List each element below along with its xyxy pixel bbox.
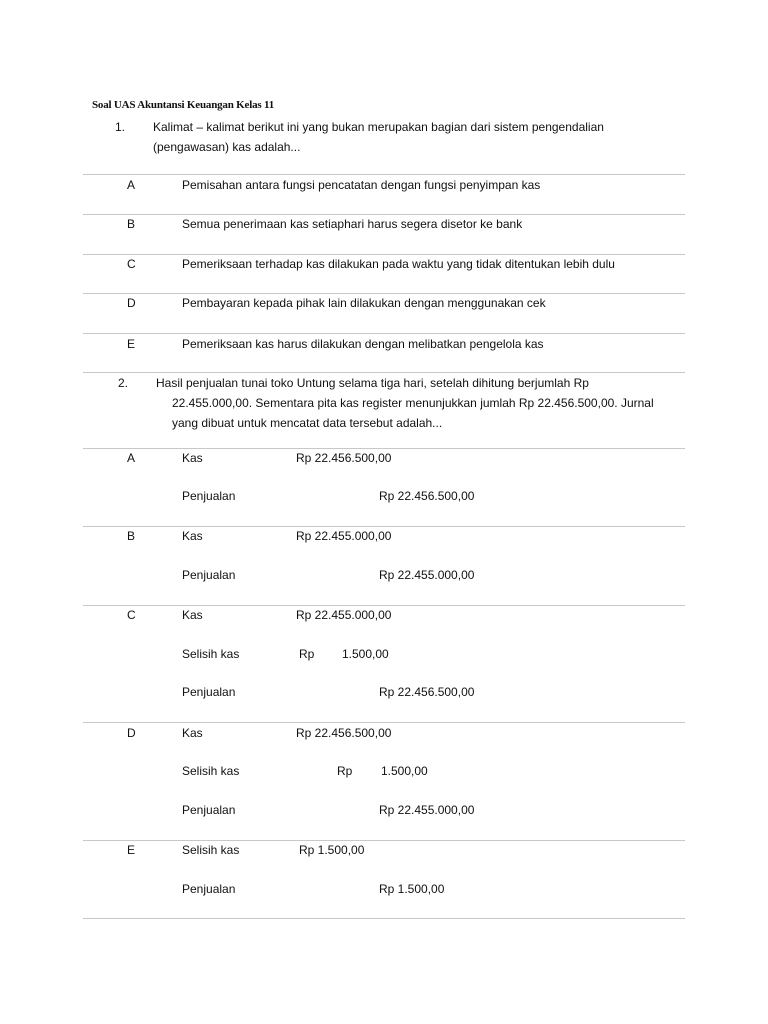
journal-account: Selisih kas: [182, 647, 240, 661]
divider: [83, 293, 685, 294]
journal-debit: Rp 22.455.000,00: [296, 608, 392, 622]
journal-account: Selisih kas: [182, 843, 240, 857]
journal-debit: Rp 22.456.500,00: [296, 726, 392, 740]
question-1-number: 1.: [115, 120, 126, 134]
option-letter: A: [127, 451, 136, 465]
option-text: Semua penerimaan kas setiaphari harus segera disetor ke bank: [182, 217, 523, 231]
question-2-number: 2.: [118, 376, 129, 390]
journal-debit: 1.500,00: [342, 647, 389, 661]
question-1-text: Kalimat – kalimat berikut ini yang bukan merupakan bagian dari sistem pengendalian: [153, 120, 604, 134]
journal-debit: Rp 22.455.000,00: [296, 529, 392, 543]
divider: [83, 214, 685, 215]
option-text: Pemeriksaan kas harus dilakukan dengan melibatkan pengelola kas: [182, 337, 544, 351]
option-text: Pemeriksaan terhadap kas dilakukan pada waktu yang tidak ditentukan lebih dulu: [182, 257, 615, 271]
option-letter: B: [127, 217, 136, 231]
journal-credit: Rp 22.455.000,00: [379, 803, 475, 817]
journal-account: Kas: [182, 608, 203, 622]
journal-account: Penjualan: [182, 803, 236, 817]
journal-debit-currency: Rp: [299, 647, 315, 661]
divider: [83, 918, 685, 919]
option-letter: C: [127, 257, 136, 271]
journal-account: Kas: [182, 529, 203, 543]
option-text: Pembayaran kepada pihak lain dilakukan dengan menggunakan cek: [182, 296, 546, 310]
divider: [83, 722, 685, 723]
divider: [83, 526, 685, 527]
question-2-text-cont: 22.455.000,00. Sementara pita kas register menunjukkan jumlah Rp 22.456.500,00. Jurnal: [172, 396, 654, 410]
journal-account: Penjualan: [182, 882, 236, 896]
journal-account: Kas: [182, 451, 203, 465]
option-letter: B: [127, 529, 136, 543]
journal-debit: Rp 1.500,00: [299, 843, 365, 857]
option-letter: D: [127, 726, 136, 740]
journal-account: Penjualan: [182, 489, 236, 503]
journal-credit: Rp 22.456.500,00: [379, 489, 475, 503]
divider: [83, 174, 685, 175]
question-1-text-cont: (pengawasan) kas adalah...: [153, 140, 301, 154]
option-letter: A: [127, 178, 136, 192]
journal-credit: 1.500,00: [381, 764, 428, 778]
option-letter: D: [127, 296, 136, 310]
divider: [83, 254, 685, 255]
document-title: Soal UAS Akuntansi Keuangan Kelas 11: [92, 99, 274, 111]
journal-credit: Rp 22.455.000,00: [379, 568, 475, 582]
divider: [83, 333, 685, 334]
divider: [83, 605, 685, 606]
journal-credit: Rp 1.500,00: [379, 882, 445, 896]
journal-account: Kas: [182, 726, 203, 740]
option-letter: C: [127, 608, 136, 622]
question-2-text-cont: yang dibuat untuk mencatat data tersebut adalah...: [172, 416, 443, 430]
divider: [83, 840, 685, 841]
option-text: Pemisahan antara fungsi pencatatan dengan fungsi penyimpan kas: [182, 178, 541, 192]
journal-debit: Rp 22.456.500,00: [296, 451, 392, 465]
question-2-text: Hasil penjualan tunai toko Untung selama tiga hari, setelah dihitung berjumlah Rp: [156, 376, 589, 390]
option-letter: E: [127, 337, 136, 351]
journal-account: Selisih kas: [182, 764, 240, 778]
journal-account: Penjualan: [182, 685, 236, 699]
divider: [83, 448, 685, 449]
journal-credit-currency: Rp: [337, 764, 353, 778]
journal-account: Penjualan: [182, 568, 236, 582]
journal-credit: Rp 22.456.500,00: [379, 685, 475, 699]
option-letter: E: [127, 843, 136, 857]
